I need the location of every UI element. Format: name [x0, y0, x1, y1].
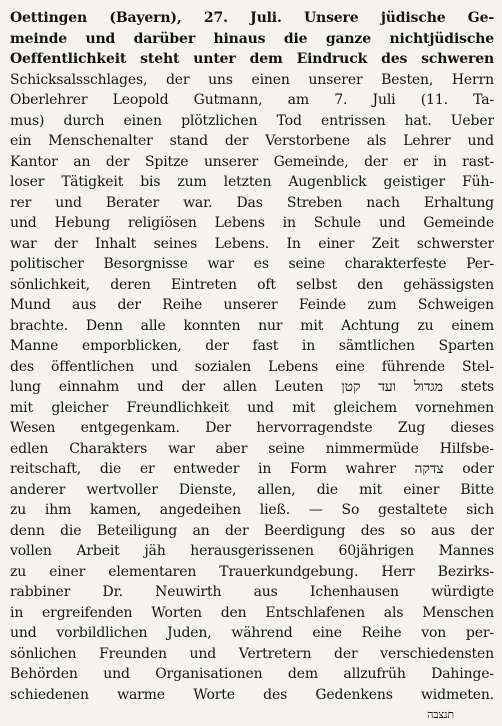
article-line: sönlichen Freunden und Vertretern der verschiedensten [10, 645, 494, 662]
article-line: war der Inhalt seines Lebens. In einer Zeit schwerster [10, 235, 494, 252]
article-line: und vorbildlichen Juden, während eine Reihe von per- [10, 625, 494, 641]
article-line: meinde und darüber hinaus die ganze nichtjüdische [10, 30, 494, 47]
article-line: lung einnahm und der allen Leuten מגדול ועד קטן stets [10, 379, 494, 395]
article-line: loser Tätigkeit bis zum letzten Augenblick geistiger Füh- [10, 174, 494, 190]
article-line: Behörden und Organisationen dem allzufrüh Dahinge- [10, 666, 494, 682]
article-line: brachte. Denn alle konnten nur mit Achtung zu einem [10, 317, 494, 334]
article-line: Oberlehrer Leopold Gutmann, am 7. Juli (11. Ta- [10, 92, 494, 108]
article-line: rer und Berater war. Das Streben nach Erhaltung [10, 194, 494, 211]
article-line: Manne emporblicken, der fast in sämtlichen Sparten [10, 338, 494, 354]
article-line: politischer Besorgnisse war es seine charakterfeste Per- [10, 256, 494, 272]
article-line: anderer wertvoller Dienste, allen, die mit einer Bitte [10, 481, 494, 498]
article-line: mus) durch einen plötzlichen Tod entrissen hat. Ueber [10, 112, 494, 129]
article-line: Schicksalsschlages, der uns einen unserer Besten, Herrn [10, 71, 494, 88]
article-line: Wesen entgegenkam. Der hervorragendste Zug dieses [10, 420, 494, 436]
article-line: sönlichkeit, deren Eintreten oft selbst den gehässigsten [10, 276, 494, 293]
article-line: denn die Beteiligung an der Beerdigung des so aus der [10, 522, 494, 539]
article-line: Mund aus der Reihe unserer Feinde zum Schweigen [10, 297, 494, 313]
article-line: rabbiner Dr. Neuwirth aus Ichenhausen würdigte [10, 584, 494, 600]
article-line: vollen Arbeit jäh herausgerissenen 60jährigen Mannes [10, 543, 494, 559]
article-line: zu ihm kamen, angedeihen ließ. — So gestaltete sich [10, 502, 494, 518]
article-line: Kantor an der Spitze unserer Gemeinde, der er in rast- [10, 153, 494, 170]
article-line: Oeffentlichkeit steht unter dem Eindruck des schweren [10, 51, 494, 67]
hebrew-closing-abbreviation: תנצבה [427, 708, 454, 721]
article-line: ein Menschenalter stand der Verstorbene als Lehrer und [10, 133, 494, 149]
article-line: des öffentlichen und sozialen Lebens eine führende Stel- [10, 358, 494, 375]
article-line: Oettingen (Bayern), 27. Juli. Unsere jüdische Ge- [10, 10, 494, 26]
article-line: und Hebung religiösen Lebens in Schule und Gemeinde [10, 215, 494, 231]
article-line: in ergreifenden Worten den Entschlafenen als Menschen [10, 604, 494, 621]
article-line: schiedenen warme Worte des Gedenkens widmeten. [10, 686, 494, 703]
article-line: mit gleicher Freundlichkeit und mit gleichem vornehmen [10, 399, 494, 416]
newspaper-article [10, 8, 494, 726]
article-line: edlen Charakters war aber seine nimmermüde Hilfsbe- [10, 440, 494, 457]
article-line: zu einer elementaren Trauerkundgebung. Herr Bezirks- [10, 563, 494, 580]
article-line: reitschaft, die er entweder in Form wahrer צדקה oder [10, 461, 494, 477]
